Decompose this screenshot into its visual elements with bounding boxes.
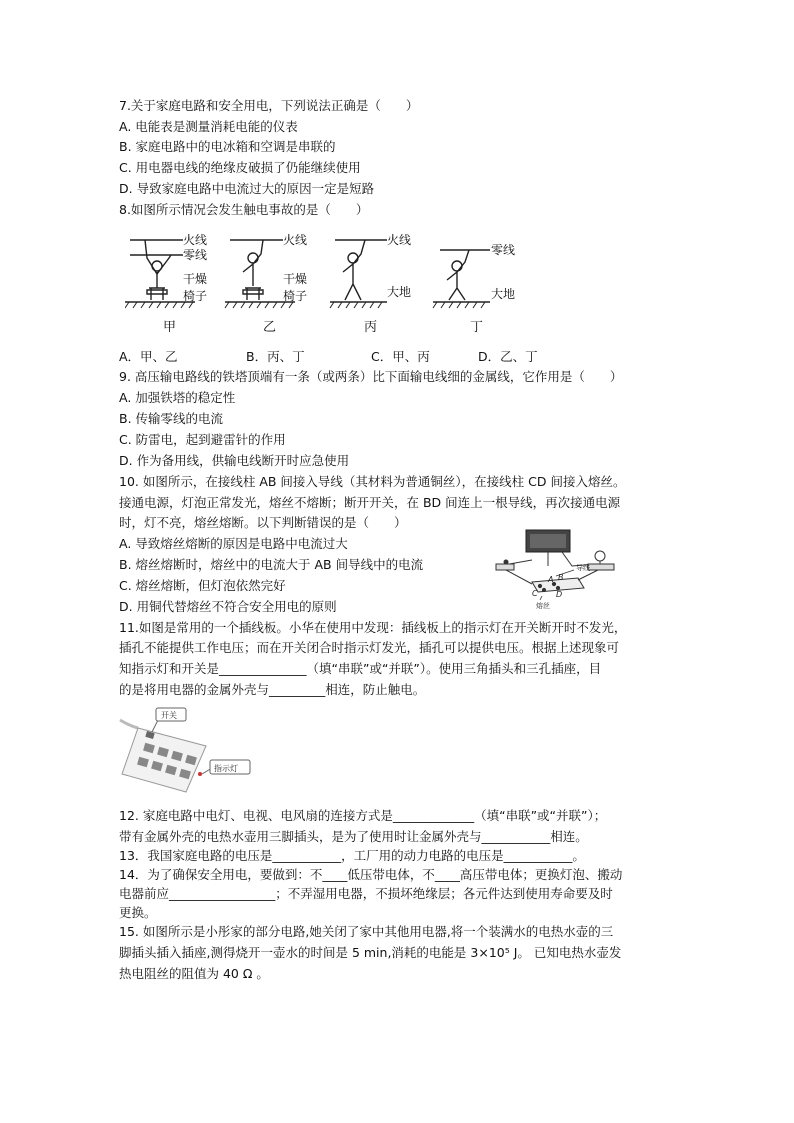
panel-jia-label-live: 火线 — [183, 233, 208, 247]
q8-option-a: A．甲、乙 — [119, 349, 178, 364]
q9-option-c: C. 防雷电，起到避雷针的作用 — [119, 432, 286, 447]
q14-line1: 14．为了确保安全用电，要做到：不____低压带电体，不____高压带电体；更换灯泡、搬动 — [119, 867, 623, 882]
q8-option-c: C．甲、丙 — [371, 349, 430, 364]
label-fuse: 熔丝 — [536, 602, 550, 610]
q7-option-d: D. 导致家庭电路中电流过大的原因一定是短路 — [119, 181, 375, 196]
label-switch: 开关 — [161, 711, 177, 720]
q15-line3: 热电阻丝的阻值为 40 Ω 。 — [119, 966, 269, 981]
label-c: C — [532, 589, 538, 598]
q9-option-b: B. 传输零线的电流 — [119, 411, 224, 426]
panel-ding — [433, 250, 490, 308]
panel-ding-label-earth: 大地 — [491, 287, 516, 301]
q7-option-b: B. 家庭电路中的电冰箱和空调是串联的 — [119, 139, 336, 154]
panel-yi-label-live: 火线 — [283, 233, 308, 247]
indicator-light-icon — [198, 772, 202, 776]
q8-electric-shock-figure — [125, 228, 535, 310]
q7-option-a: A. 电能表是测量消耗电能的仪表 — [119, 119, 298, 134]
panel-bing-label-earth: 大地 — [387, 285, 412, 299]
panel-ding-label-neutral: 零线 — [491, 243, 516, 257]
q7-option-c: C. 用电器电线的绝缘皮破损了仍能继续使用 — [119, 160, 361, 175]
label-indicator: 指示灯 — [214, 764, 238, 773]
q8-caption-jia: 甲 — [163, 320, 177, 335]
panel-bing-label-live: 火线 — [387, 233, 412, 247]
q11-line2: 插孔不能提供工作电压；而在开关闭合时指示灯发光，插孔可以提供电压。根据上述现象可 — [119, 640, 620, 655]
panel-jia-label-neutral: 零线 — [183, 248, 208, 262]
q10-stem-line2: 接通电源，灯泡正常发光，熔丝不熔断；断开开关，在 BD 间连上一根导线，再次接通电源 — [119, 495, 621, 510]
label-wire: 导线 — [576, 564, 590, 572]
q10-option-c: C. 熔丝熔断，但灯泡依然完好 — [119, 578, 286, 593]
q10-circuit-figure — [492, 526, 622, 610]
panel-yi-label-dry: 干燥 — [283, 272, 308, 286]
q10-option-d: D. 用铜代替熔丝不符合安全用电的原则 — [119, 599, 337, 614]
q8-caption-bing: 丙 — [364, 320, 378, 335]
q11-line3: 知指示灯和开关是______________（填“串联”或“并联”）。使用三角插头和三孔插座，目 — [119, 661, 602, 676]
q14-line2: 电器前应_________________；不弄湿用电器，不损坏绝缘层；各元件达到使用寿命要及时 — [119, 886, 613, 901]
q8-caption-ding: 丁 — [470, 320, 484, 335]
label-b: B — [558, 573, 564, 582]
panel-jia-label-dry: 干燥 — [183, 272, 208, 286]
q8-option-b: B．丙、丁 — [246, 349, 305, 364]
q12-line1: 12. 家庭电路中电灯、电视、电风扇的连接方式是_____________（填“串联”或“并联”）； — [119, 808, 607, 823]
q13-line: 13．我国家庭电路的电压是___________，工厂用的动力电路的电压是___________。 — [119, 848, 585, 863]
label-d: D — [556, 590, 563, 599]
q7-stem: 7.关于家庭电路和安全用电，下列说法正确是（ ） — [119, 98, 419, 113]
label-a: A — [548, 575, 554, 584]
q9-stem: 9. 高压输电路线的铁塔顶端有一条（或两条）比下面输电线细的金属线，它作用是（ ） — [119, 369, 623, 384]
q9-option-d: D. 作为备用线，供输电线断开时应急使用 — [119, 453, 350, 468]
q11-line1: 11.如图是常用的一个插线板。小华在使用中发现：插线板上的指示灯在开关断开时不发光， — [119, 620, 627, 635]
panel-bing — [330, 240, 387, 308]
q8-caption-yi: 乙 — [263, 320, 277, 335]
q15-line1: 15. 如图所示是小彤家的部分电路,她关闭了家中其他用电器,将一个装满水的电热水壶的三 — [119, 924, 614, 939]
q9-option-a: A. 加强铁塔的稳定性 — [119, 390, 236, 405]
q10-stem-line1: 10. 如图所示，在接线柱 AB 间接入导线（其材料为普通铜丝），在接线柱 CD 间接入熔丝。 — [119, 474, 626, 489]
q10-stem-line3: 时，灯不亮，熔丝熔断。以下判断错误的是（ ） — [119, 515, 407, 530]
q10-option-a: A. 导致熔丝熔断的原因是电路中电流过大 — [119, 536, 348, 551]
bulb-icon — [595, 551, 605, 561]
q11-line4: 的是将用电器的金属外壳与_________相连，防止触电。 — [119, 682, 426, 697]
panel-yi-label-chair: 椅子 — [283, 289, 308, 303]
q8-option-d: D．乙、丁 — [478, 349, 538, 364]
q8-stem: 8.如图所示情况会发生触电事故的是（ ） — [119, 202, 369, 217]
q10-option-b: B. 熔丝熔断时，熔丝中的电流大于 AB 间导线中的电流 — [119, 557, 424, 572]
q15-line2: 脚插头插入插座,测得烧开一壶水的时间是 5 min,消耗的电能是 3×10⁵ J。 已知电热水壶发 — [119, 945, 622, 960]
q14-line3: 更换。 — [119, 905, 157, 920]
panel-jia-label-chair: 椅子 — [183, 289, 208, 303]
q12-line2: 带有金属外壳的电热水壶用三脚插头，是为了使用时让金属外壳与___________相连。 — [119, 829, 588, 844]
q11-power-strip-figure — [116, 702, 256, 794]
